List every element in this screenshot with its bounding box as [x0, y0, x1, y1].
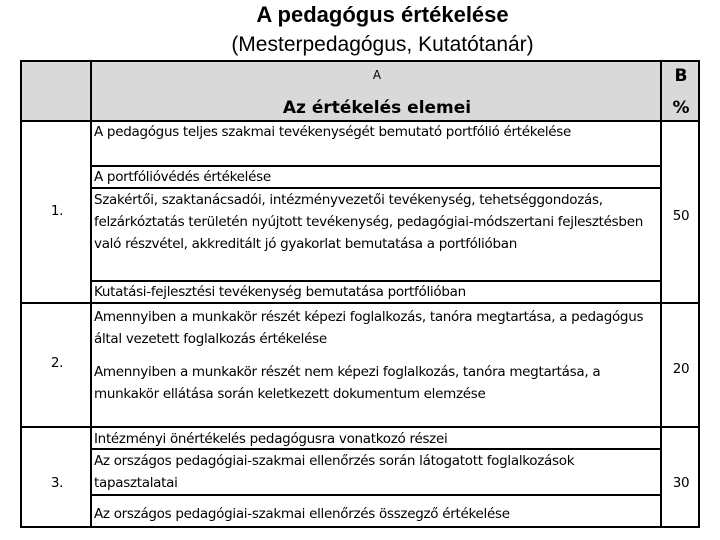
row-item: Intézményi önértékelés pedagógusra vonatkozó részei [94, 431, 448, 447]
header-col-a-label: Az értékelés elemei [282, 98, 472, 118]
row-item: A pedagógus teljes szakmai tevékenységét bemutató portfólió értékelése [94, 124, 572, 140]
column-divider [660, 62, 662, 526]
row-percent: 20 [672, 361, 690, 377]
table-header [22, 62, 698, 122]
header-col-a-letter: A [372, 68, 382, 82]
row-percent: 50 [672, 208, 690, 224]
header-col-b-letter: B [674, 66, 688, 86]
page-subtitle: (Mesterpedagógus, Kutatótanár) [231, 33, 534, 56]
row-item: A portfólióvédés értékelése [94, 169, 271, 185]
row-item: Amennyiben a munkakör részét képezi foglalkozás, tanóra megtartása, a pedagógus által vezetett foglalkozás értékelése [94, 309, 644, 347]
row-item: Amennyiben a munkakör részét nem képezi foglalkozás, tanóra megtartása, a munkakör ellátása során keletkezett dokumentum elemzése [94, 364, 601, 402]
row-item: Kutatási-fejlesztési tevékenység bemutatása portfólióban [94, 284, 466, 300]
row-percent: 30 [672, 475, 690, 491]
row-item: Szakértői, szaktanácsadói, intézményvezetői tevékenység, tehetséggondozás, felzárkóztatás területén nyújtott tevékenység, pedagógiai-módszertani fejlesztésben való részvétel, akkreditált jó gyakorlat bemutatása a portfólióban [94, 192, 643, 252]
header-col-b-label: % [672, 98, 690, 118]
evaluation-table [20, 60, 700, 528]
row-number: 2. [50, 355, 64, 371]
page-title: A pedagógus értékelése [256, 2, 509, 27]
column-divider [90, 62, 92, 526]
row-number: 1. [50, 203, 64, 219]
row-item: Az országos pedagógiai-szakmai ellenőrzés során látogatott foglalkozások tapasztalatai [94, 453, 575, 491]
item-divider [90, 494, 662, 496]
row-number: 3. [50, 475, 64, 491]
row-item: Az országos pedagógiai-szakmai ellenőrzés összegző értékelése [94, 506, 510, 522]
